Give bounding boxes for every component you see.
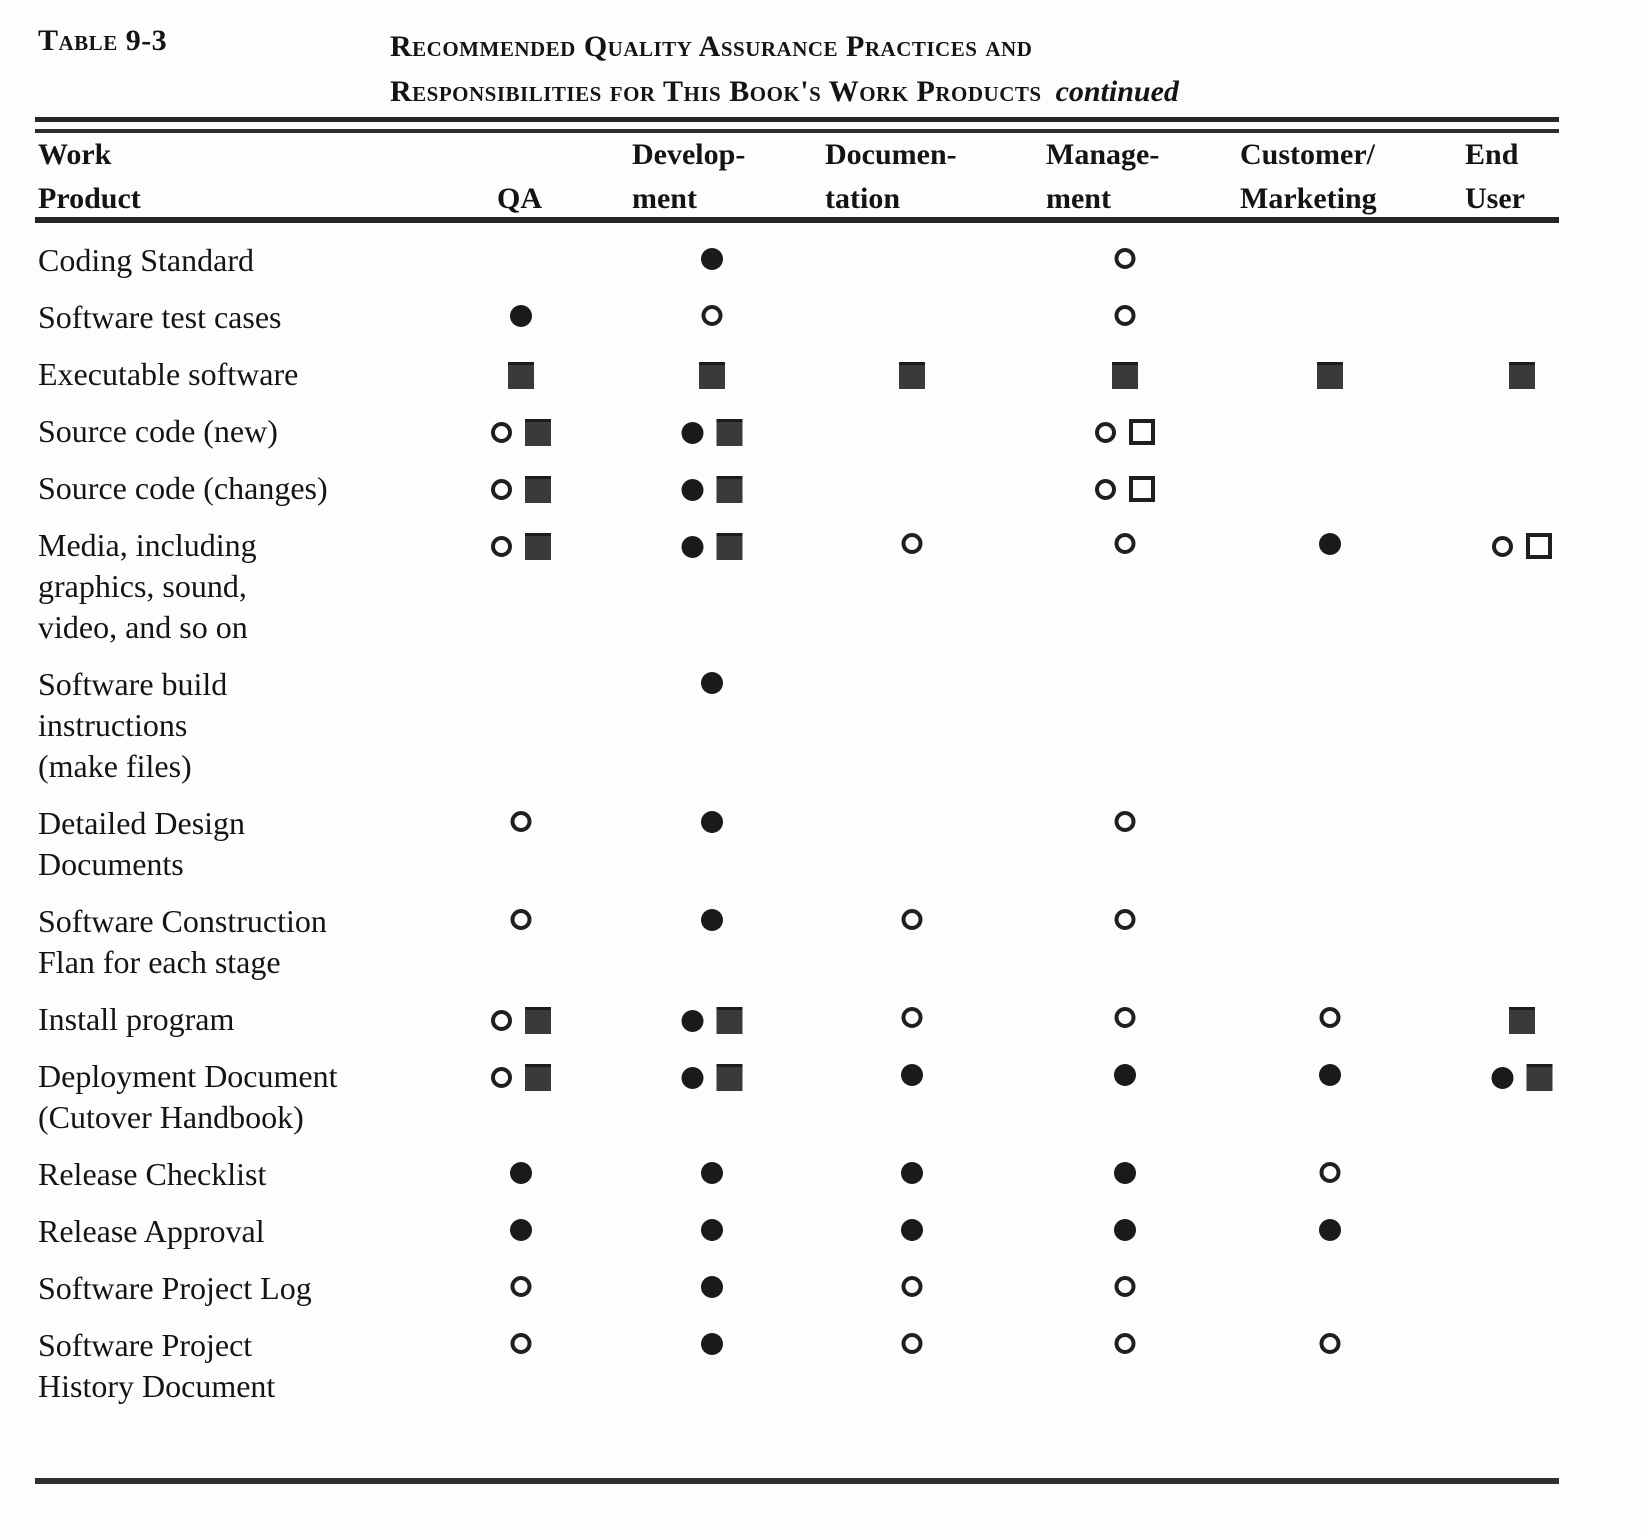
open-circle-icon [902,909,923,930]
filled-circle-icon [701,1162,723,1184]
filled-circle-icon [701,909,723,931]
filled-square-icon [1112,362,1138,389]
cell-customer-marketing [1319,533,1341,555]
filled-circle-icon [1319,533,1341,555]
cell-management [1114,1219,1136,1241]
cell-development [682,1064,743,1091]
filled-square-icon [1527,1064,1553,1091]
cell-qa [510,305,532,327]
open-circle-icon [491,1067,512,1088]
open-circle-icon [1115,248,1136,269]
cell-documentation [902,1276,923,1297]
filled-circle-icon [701,1333,723,1355]
work-product-label: Detailed Design Documents [38,805,246,882]
open-square-icon [1129,419,1155,445]
table-row [0,1056,1642,1138]
filled-square-icon [525,419,551,446]
work-product-label: Software Construction Flan for each stage [38,903,327,980]
open-circle-icon [1115,533,1136,554]
cell-documentation [899,362,925,389]
filled-square-icon [717,419,743,446]
header-underline-rule [35,217,1559,223]
cell-qa [511,909,532,930]
filled-circle-icon [901,1162,923,1184]
table-title-line2: Responsibilities for This Book's Work Products continued [390,75,1179,108]
open-circle-icon [702,305,723,326]
open-circle-icon [902,533,923,554]
table-row [0,1154,1642,1195]
cell-development [682,476,743,503]
work-product-label: Install program [38,1001,235,1037]
top-double-rule [35,117,1559,133]
filled-circle-icon [682,422,704,444]
work-product-label: Source code (changes) [38,470,328,506]
cell-management [1115,533,1136,554]
open-circle-icon [511,1333,532,1354]
open-circle-icon [1320,1007,1341,1028]
cell-development [701,811,723,833]
table-row [0,240,1642,281]
work-product-label: Release Approval [38,1213,265,1249]
cell-development [701,672,723,694]
cell-qa [491,1064,551,1091]
filled-square-icon [1509,362,1535,389]
work-product-label: Source code (new) [38,413,278,449]
work-product-label: Software test cases [38,299,282,335]
work-product-label: Media, including graphics, sound, video, and so on [38,527,257,645]
cell-management [1115,1333,1136,1354]
column-header-management: Manage- ment [1046,138,1160,215]
filled-circle-icon [701,672,723,694]
cell-qa [511,1276,532,1297]
cell-development [701,909,723,931]
column-header-qa: QA [497,182,542,215]
cell-customer-marketing [1320,1007,1341,1028]
cell-qa [491,533,551,560]
table-title [390,24,1179,114]
cell-development [702,305,723,326]
open-circle-icon [491,536,512,557]
filled-square-icon [525,1064,551,1091]
cell-qa [491,476,551,503]
open-circle-icon [1095,422,1116,443]
column-header-end-user: End User [1465,138,1525,215]
cell-development [701,1219,723,1241]
cell-documentation [901,1219,923,1241]
filled-circle-icon [682,479,704,501]
cell-management [1114,1064,1136,1086]
open-circle-icon [1492,536,1513,557]
cell-documentation [902,1007,923,1028]
open-circle-icon [1115,811,1136,832]
cell-qa [491,419,551,446]
cell-documentation [902,533,923,554]
open-circle-icon [511,811,532,832]
open-circle-icon [1320,1162,1341,1183]
filled-circle-icon [1492,1067,1514,1089]
cell-development [701,248,723,270]
table-title-line1: Recommended Quality Assurance Practices and [390,30,1033,63]
open-circle-icon [1115,909,1136,930]
cell-management [1115,248,1136,269]
filled-circle-icon [682,1010,704,1032]
continued-label: continued [1055,75,1179,108]
work-product-label: Software build instructions (make files) [38,666,228,784]
filled-square-icon [1317,362,1343,389]
filled-square-icon [717,1064,743,1091]
filled-circle-icon [510,1162,532,1184]
cell-documentation [902,1333,923,1354]
cell-development [682,419,743,446]
filled-circle-icon [1319,1219,1341,1241]
filled-circle-icon [682,1067,704,1089]
work-product-label: Software Project Log [38,1270,312,1306]
cell-end-user [1509,1007,1535,1034]
open-circle-icon [902,1007,923,1028]
cell-customer-marketing [1317,362,1343,389]
open-circle-icon [491,479,512,500]
table-body [0,240,1642,1423]
open-circle-icon [1115,1007,1136,1028]
work-product-label: Software Project History Document [38,1327,276,1404]
cell-management [1115,1276,1136,1297]
cell-customer-marketing [1320,1162,1341,1183]
table-row [0,901,1642,983]
open-circle-icon [1095,479,1116,500]
open-circle-icon [902,1333,923,1354]
cell-management [1115,305,1136,326]
cell-management [1095,419,1155,445]
table-row [0,411,1642,452]
filled-circle-icon [701,1219,723,1241]
filled-square-icon [525,1007,551,1034]
cell-documentation [901,1162,923,1184]
open-circle-icon [491,1010,512,1031]
filled-circle-icon [901,1219,923,1241]
filled-circle-icon [1114,1162,1136,1184]
table-row [0,297,1642,338]
open-circle-icon [1115,1276,1136,1297]
cell-management [1112,362,1138,389]
cell-qa [491,1007,551,1034]
cell-development [682,533,743,560]
cell-qa [508,362,534,389]
cell-end-user [1492,1064,1553,1091]
filled-square-icon [1509,1007,1535,1034]
cell-management [1115,909,1136,930]
cell-documentation [902,909,923,930]
open-square-icon [1526,533,1552,559]
column-header-customer-marketing: Customer/ Marketing [1240,138,1377,215]
table-row [0,1325,1642,1407]
filled-square-icon [508,362,534,389]
table-row [0,664,1642,787]
filled-square-icon [525,533,551,560]
work-product-label: Release Checklist [38,1156,267,1192]
work-product-label: Deployment Document (Cutover Handbook) [38,1058,338,1135]
table-row [0,1268,1642,1309]
cell-end-user [1509,362,1535,389]
filled-square-icon [717,1007,743,1034]
open-circle-icon [1115,305,1136,326]
open-circle-icon [511,909,532,930]
table-row [0,354,1642,395]
filled-square-icon [699,362,725,389]
table-row [0,468,1642,509]
cell-development [701,1333,723,1355]
cell-development [699,362,725,389]
cell-customer-marketing [1319,1064,1341,1086]
filled-circle-icon [510,1219,532,1241]
filled-square-icon [525,476,551,503]
cell-management [1095,476,1155,502]
cell-development [682,1007,743,1034]
filled-circle-icon [510,305,532,327]
cell-qa [510,1162,532,1184]
work-product-label: Coding Standard [38,242,254,278]
filled-circle-icon [701,811,723,833]
filled-circle-icon [1114,1219,1136,1241]
open-circle-icon [511,1276,532,1297]
table-number-label: Table 9-3 [38,24,168,57]
cell-qa [510,1219,532,1241]
cell-customer-marketing [1319,1219,1341,1241]
cell-development [701,1276,723,1298]
cell-end-user [1492,533,1552,559]
bottom-rule [35,1478,1559,1484]
filled-square-icon [717,533,743,560]
table-row [0,525,1642,648]
filled-circle-icon [1319,1064,1341,1086]
table-row [0,803,1642,885]
column-header-development: Develop- ment [632,138,746,215]
cell-qa [511,1333,532,1354]
cell-management [1114,1162,1136,1184]
cell-development [701,1162,723,1184]
cell-customer-marketing [1320,1333,1341,1354]
cell-management [1115,811,1136,832]
work-product-label: Executable software [38,356,299,392]
cell-management [1115,1007,1136,1028]
table-row [0,1211,1642,1252]
filled-square-icon [899,362,925,389]
filled-circle-icon [682,536,704,558]
open-circle-icon [491,422,512,443]
column-header-work-product: Work Product [38,138,141,215]
filled-square-icon [717,476,743,503]
filled-circle-icon [701,248,723,270]
cell-documentation [901,1064,923,1086]
table-row [0,999,1642,1040]
filled-circle-icon [901,1064,923,1086]
column-header-documentation: Documen- tation [825,138,957,215]
open-circle-icon [1320,1333,1341,1354]
open-circle-icon [902,1276,923,1297]
filled-circle-icon [701,1276,723,1298]
cell-qa [511,811,532,832]
open-circle-icon [1115,1333,1136,1354]
filled-circle-icon [1114,1064,1136,1086]
open-square-icon [1129,476,1155,502]
